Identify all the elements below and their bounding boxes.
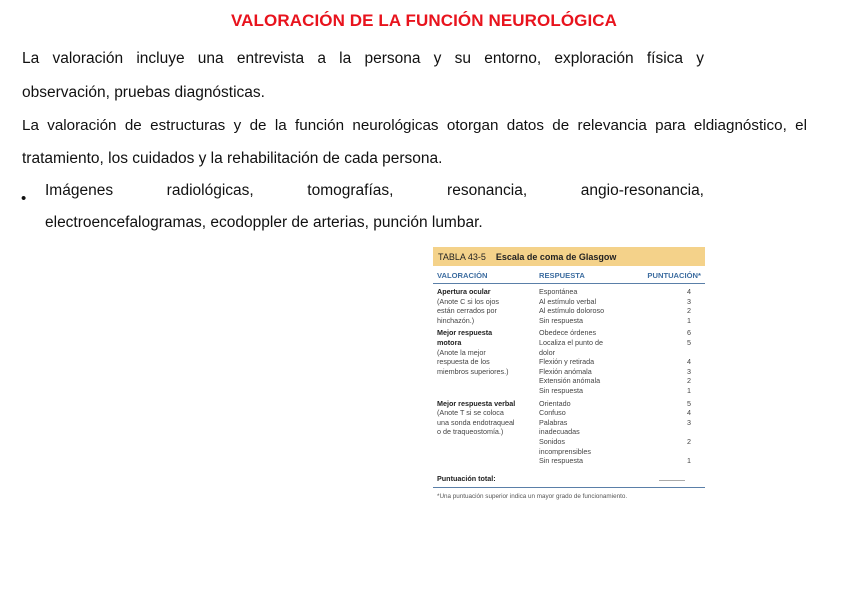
group-note: hinchazón.) xyxy=(437,315,475,325)
score-cell: 5 xyxy=(687,337,691,347)
response-cell: Obedece órdenes xyxy=(539,328,597,338)
paragraph-2-line-1: La valoración de estructuras y de la función neurológicas otorgan datos de relevancia para eldiagnóstico, el xyxy=(22,117,807,134)
table-header-row xyxy=(433,266,705,284)
response-cell: Flexión y retirada xyxy=(539,357,595,367)
group-title: Mejor respuesta verbal xyxy=(437,398,516,408)
table-group-respuesta-verbal xyxy=(433,396,705,466)
response-cell: Sin respuesta xyxy=(539,456,583,466)
table-footnote: *Una puntuación superior indica un mayor grado de funcionamiento. xyxy=(437,492,628,500)
group-title: Mejor respuesta motora xyxy=(437,328,493,347)
group-note: miembros superiores.) xyxy=(437,366,509,376)
table-name: Escala de coma de Glasgow xyxy=(495,251,617,262)
bullet-line-2: electroencefalogramas, ecodoppler de arterias, punción lumbar. xyxy=(45,214,483,231)
group-note: (Anote C si los ojos xyxy=(437,296,499,306)
score-cell: 3 xyxy=(687,417,691,427)
glasgow-table xyxy=(433,247,705,500)
response-cell: Extensión anómala xyxy=(539,376,601,386)
table-total-row xyxy=(433,468,705,488)
score-cell: 4 xyxy=(687,357,691,367)
bullet-line-1: Imágenes radiológicas, tomografías, resonancia, angio-resonancia, xyxy=(45,182,704,199)
response-cell: Sin respuesta xyxy=(539,385,583,395)
response-cell: Al estímulo verbal xyxy=(539,296,597,306)
group-note: (Anote T si se coloca xyxy=(437,408,504,418)
score-cell: 2 xyxy=(687,436,691,446)
paragraph-1-line-2: observación, pruebas diagnósticas. xyxy=(22,84,265,101)
page-title: VALORACIÓN DE LA FUNCIÓN NEUROLÓGICA xyxy=(230,11,618,30)
score-cell: 2 xyxy=(687,376,691,386)
paragraph-1-line-1: La valoración incluye una entrevista a la persona y su entorno, exploración física y xyxy=(22,50,704,67)
header-valoracion: VALORACIÓN xyxy=(437,271,488,280)
score-cell: 1 xyxy=(687,315,691,325)
group-note: (Anote la mejor xyxy=(437,347,486,357)
score-cell: 6 xyxy=(687,328,691,338)
total-label: Puntuación total: xyxy=(437,473,496,483)
table-group-respuesta-motora xyxy=(433,325,705,395)
table-group-apertura-ocular xyxy=(433,284,705,325)
bullet-marker: • xyxy=(21,190,27,207)
score-cell: 1 xyxy=(687,456,691,466)
score-cell: 2 xyxy=(687,306,691,316)
score-cell: 3 xyxy=(687,296,691,306)
total-blank xyxy=(659,474,685,481)
response-cell: Orientado xyxy=(539,398,571,408)
group-note: o de traqueostomía.) xyxy=(437,427,504,437)
table-number: TABLA 43-5 xyxy=(438,251,486,262)
response-cell: Palabras inadecuadas xyxy=(539,417,580,437)
response-cell: Espontánea xyxy=(539,287,578,296)
table-caption xyxy=(433,247,705,266)
paragraph-2-line-2: tratamiento, los cuidados y la rehabilitación de cada persona. xyxy=(22,150,443,167)
header-puntuacion: PUNTUACIÓN* xyxy=(647,271,701,280)
group-note: respuesta de los xyxy=(437,357,490,367)
score-cell: 4 xyxy=(687,287,691,296)
response-cell: Localiza el punto de dolor xyxy=(539,337,603,357)
group-note: una sonda endotraqueal xyxy=(437,417,515,427)
response-cell: Al estímulo doloroso xyxy=(539,306,605,316)
header-respuesta: RESPUESTA xyxy=(539,271,585,280)
score-cell: 1 xyxy=(687,385,691,395)
score-cell: 5 xyxy=(687,398,691,408)
response-cell: Sin respuesta xyxy=(539,315,583,325)
score-cell: 3 xyxy=(687,366,691,376)
response-cell: Confuso xyxy=(539,408,566,418)
group-note: están cerrados por xyxy=(437,306,497,316)
group-title: Apertura ocular xyxy=(437,287,491,296)
score-cell: 4 xyxy=(687,408,691,418)
response-cell: Sonidos incomprensibles xyxy=(539,436,591,456)
response-cell: Flexión anómala xyxy=(539,366,592,376)
